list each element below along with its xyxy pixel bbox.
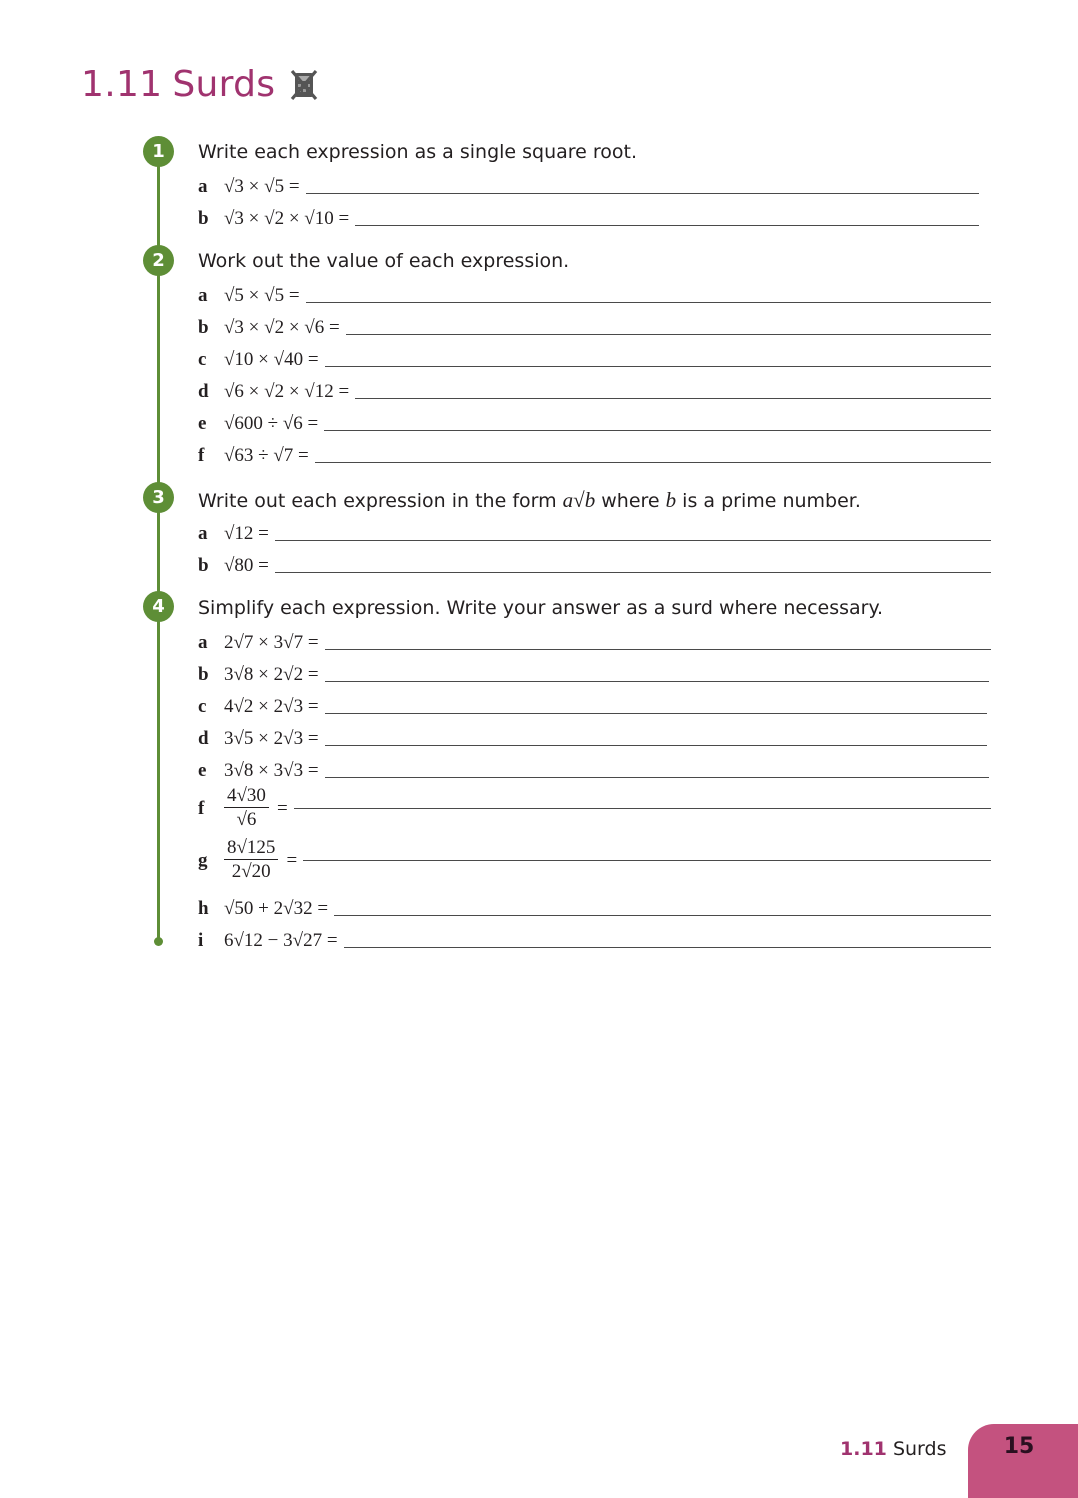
expression: √3 × √2 × √10 = — [224, 208, 350, 229]
answer-line[interactable] — [325, 777, 989, 778]
no-calculator-icon — [289, 68, 319, 102]
fraction: $\frac{8√125}{2√20}$ — [224, 837, 278, 884]
question-3a: a √12 = — [198, 517, 991, 545]
question-2e: e √600 ÷ √6 = — [198, 407, 991, 435]
question-4c: c 4√2 × 2√3 = — [198, 690, 987, 718]
answer-line[interactable] — [325, 713, 987, 714]
question-1a: a √3 × √5 = — [198, 170, 979, 198]
answer-line[interactable] — [324, 430, 991, 431]
question-1b: b √3 × √2 × √10 = — [198, 202, 979, 230]
question-4g: g $\frac{8√125}{2√20}$ = — [198, 837, 991, 884]
answer-line[interactable] — [355, 225, 979, 226]
question-2a: a √5 × √5 = — [198, 279, 991, 307]
answer-line[interactable] — [344, 947, 991, 948]
math-form: a√b — [562, 488, 596, 512]
page-number-tab — [968, 1424, 1078, 1498]
question-badge-4: 4 — [143, 591, 174, 622]
question-4d: d 3√5 × 2√3 = — [198, 722, 987, 750]
answer-line[interactable] — [303, 860, 991, 861]
question-4b: b 3√8 × 2√2 = — [198, 658, 989, 686]
answer-line[interactable] — [325, 681, 989, 682]
question-4i: i 6√12 − 3√27 = — [198, 924, 991, 952]
answer-line[interactable] — [275, 540, 991, 541]
timeline-end-dot — [154, 937, 163, 946]
question-badge-3: 3 — [143, 482, 174, 513]
footer-section-label: 1.11 Surds — [840, 1438, 947, 1460]
answer-line[interactable] — [346, 334, 991, 335]
question-4f: f $\frac{4√30}{√6}$ = — [198, 785, 991, 832]
question-2d: d √6 × √2 × √12 = — [198, 375, 991, 403]
question-4e: e 3√8 × 3√3 = — [198, 754, 989, 782]
question-badge-1: 1 — [143, 136, 174, 167]
question-1-instruction: Write each expression as a single square root. — [198, 141, 638, 163]
answer-line[interactable] — [315, 462, 991, 463]
answer-line[interactable] — [306, 302, 991, 303]
answer-line[interactable] — [334, 915, 991, 916]
question-badge-2: 2 — [143, 245, 174, 276]
answer-line[interactable] — [325, 745, 987, 746]
answer-line[interactable] — [355, 398, 991, 399]
expression: √3 × √5 = — [224, 176, 300, 197]
question-2b: b √3 × √2 × √6 = — [198, 311, 991, 339]
answer-line[interactable] — [325, 649, 991, 650]
question-2-instruction: Work out the value of each expression. — [198, 250, 570, 272]
question-4h: h √50 + 2√32 = — [198, 892, 991, 920]
section-title: Surds — [172, 64, 276, 105]
question-2c: c √10 × √40 = — [198, 343, 991, 371]
answer-line[interactable] — [294, 808, 991, 809]
fraction: $\frac{4√30}{√6}$ — [224, 785, 269, 832]
question-4a: a 2√7 × 3√7 = — [198, 626, 991, 654]
question-3b: b √80 = — [198, 549, 991, 577]
section-number: 1.11 — [81, 64, 163, 105]
question-3-instruction: Write out each expression in the form a√b where b is a prime number. — [198, 488, 861, 512]
answer-line[interactable] — [306, 193, 979, 194]
answer-line[interactable] — [325, 366, 991, 367]
question-2f: f √63 ÷ √7 = — [198, 439, 991, 467]
question-4-instruction: Simplify each expression. Write your answer as a surd where necessary. — [198, 597, 884, 619]
page-number: 15 — [1003, 1434, 1035, 1459]
page-title — [81, 64, 319, 105]
answer-line[interactable] — [275, 572, 991, 573]
